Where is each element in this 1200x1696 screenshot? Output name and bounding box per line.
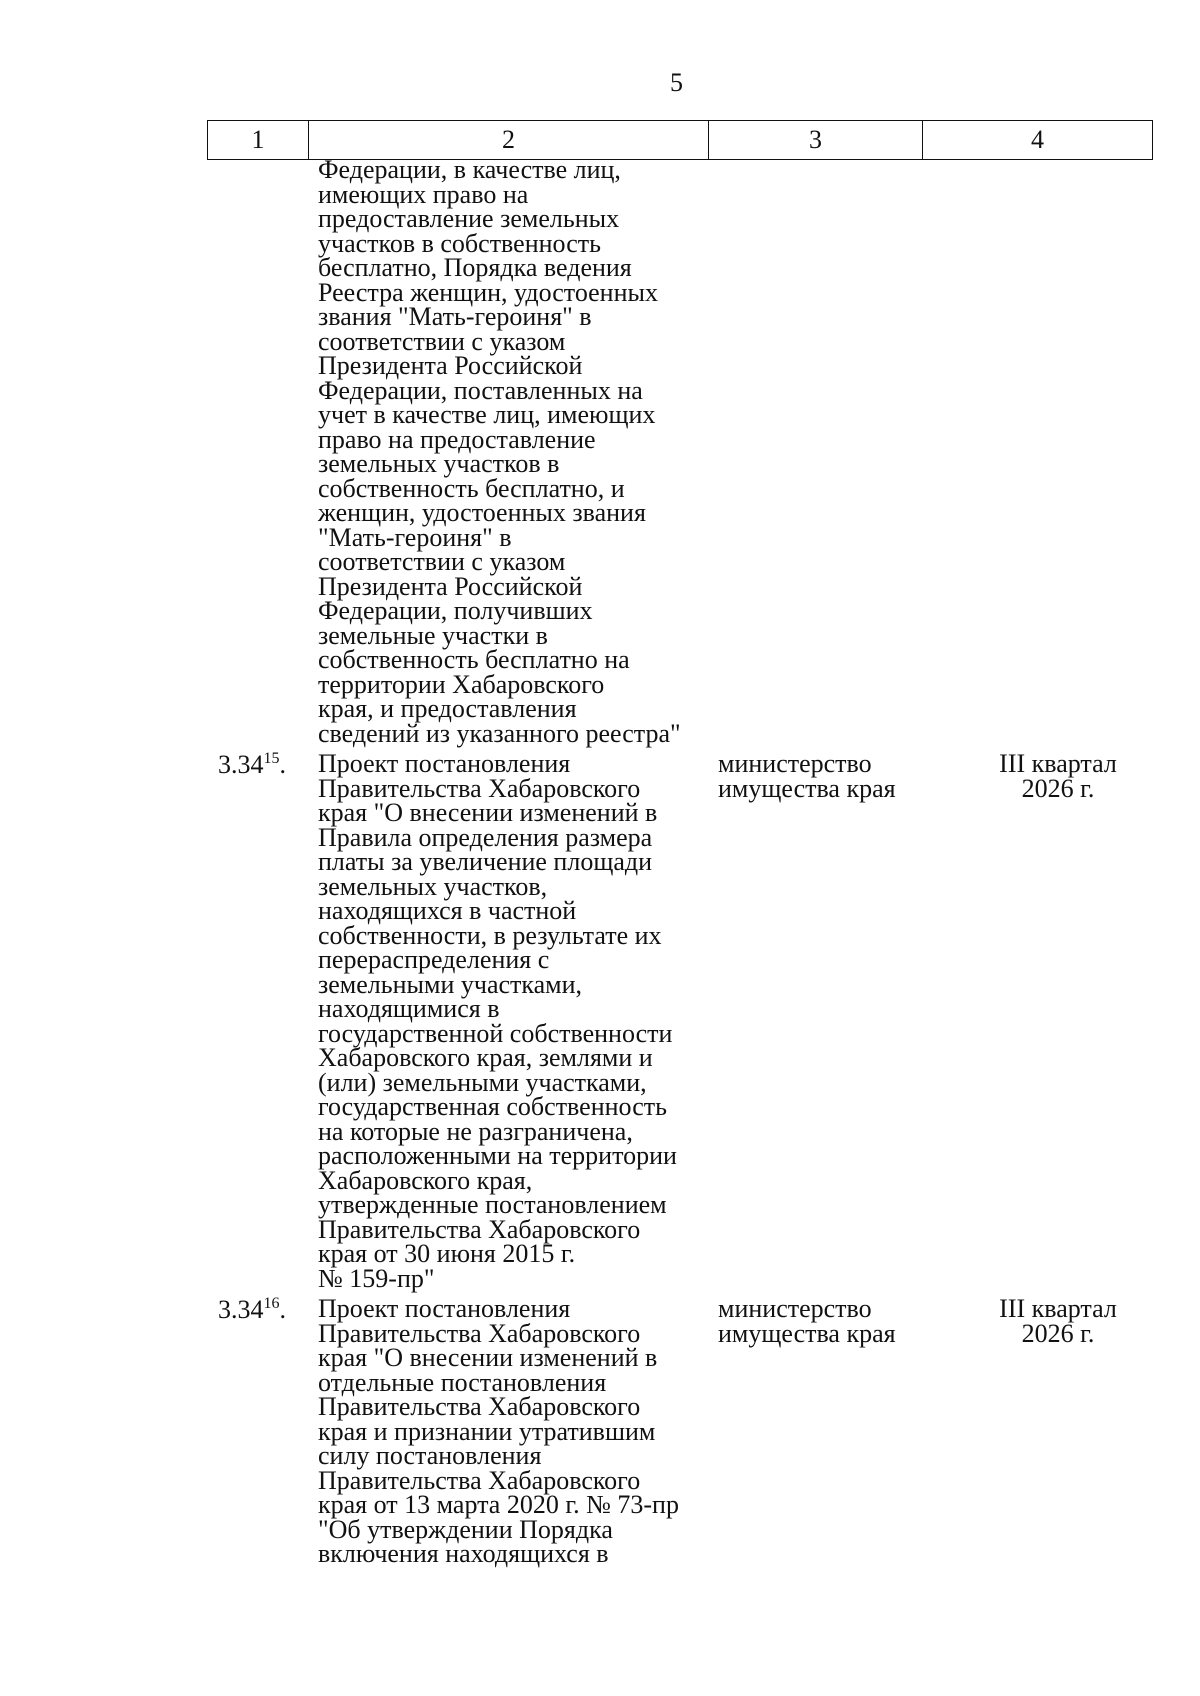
continued-item-text [318, 155, 708, 748]
text-line: собственности, в результате их [318, 920, 662, 950]
item-description [318, 749, 708, 1293]
deadline [958, 1294, 1158, 1348]
column-header-row [208, 121, 1153, 160]
text-line: Федерации, получивших [318, 596, 593, 625]
responsible-executor [718, 749, 948, 803]
text-line: Правительства Хабаровского [318, 773, 641, 803]
text-line: министерство [718, 1294, 872, 1323]
text-line: земельных участков в [318, 449, 560, 478]
text-line: имущества края [718, 773, 896, 803]
text-line: государственная собственность [318, 1092, 667, 1121]
text-line: женщин, удостоенных звания [318, 498, 646, 527]
text-line: Хабаровского края, [318, 1165, 533, 1195]
text-line: учет в качестве лиц, имеющих [318, 400, 656, 429]
text-line: Федерации, поставленных на [318, 375, 643, 405]
responsible-executor [718, 1294, 948, 1348]
text-line: на которые не разграничена, [318, 1116, 633, 1146]
column-header-table [207, 120, 1153, 160]
text-line: III квартал [999, 1294, 1117, 1323]
text-line: собственность бесплатно, и [318, 473, 625, 503]
text-line: Реестра женщин, удостоенных [318, 277, 658, 307]
deadline [958, 749, 1158, 803]
text-line: территории Хабаровского [318, 669, 605, 699]
text-line: края "О внесении изменений в [318, 1343, 658, 1372]
column-header-1: 1 [208, 121, 309, 160]
text-line: III квартал [999, 749, 1117, 778]
item-number-suffix: . [279, 750, 286, 779]
text-line: включения находящихся в [318, 1539, 609, 1568]
text-line: края от 13 марта 2020 г. № 73-пр [318, 1490, 679, 1519]
text-line: Президента Российской [318, 571, 583, 601]
text-line: имеющих право на [318, 179, 529, 209]
text-line: государственной собственности [318, 1018, 673, 1048]
text-line: 2026 г. [1021, 773, 1095, 803]
text-line: (или) земельными участками, [318, 1067, 647, 1097]
text-line: находящимися в [318, 994, 500, 1023]
item-number-superscript: 15 [263, 750, 280, 767]
text-line: Правительства Хабаровского [318, 1392, 641, 1421]
text-line: соответствии с указом [318, 547, 566, 576]
text-line: участков в собственность [318, 228, 601, 258]
text-line: края от 30 июня 2015 г. [318, 1239, 576, 1268]
text-line: расположенными на территории [318, 1141, 677, 1170]
text-line: Правительства Хабаровского [318, 1465, 641, 1495]
text-line: Хабаровского края, землями и [318, 1043, 653, 1072]
text-line: земельных участков, [318, 871, 548, 901]
text-line: предоставление земельных [318, 204, 620, 233]
item-description [318, 1294, 708, 1568]
text-line: Проект постановления [318, 749, 571, 778]
text-line: соответствии с указом [318, 326, 566, 356]
text-line: "Мать-героиня" в [318, 522, 512, 552]
text-line: бесплатно, Порядка ведения [318, 253, 632, 282]
column-header-4: 4 [923, 121, 1153, 160]
text-line: Федерации, в качестве лиц, [318, 155, 621, 184]
column-header-2: 2 [309, 121, 709, 160]
page-number: 5 [670, 68, 683, 97]
text-line: утвержденные постановлением [318, 1190, 667, 1219]
item-number [218, 1297, 286, 1323]
text-line: земельные участки в [318, 620, 548, 650]
text-line: Президента Российской [318, 351, 583, 380]
text-line: силу постановления [318, 1441, 542, 1470]
text-line: края, и предоставления [318, 694, 577, 723]
text-line: Проект постановления [318, 1294, 571, 1323]
item-number-base: 3.34 [218, 1295, 264, 1324]
column-header-3: 3 [709, 121, 923, 160]
text-line: находящихся в частной [318, 896, 577, 925]
text-line: Правила определения размера [318, 822, 653, 852]
item-number-base: 3.34 [218, 750, 264, 779]
text-line: министерство [718, 749, 872, 778]
text-line: края и признании утратившим [318, 1416, 656, 1446]
text-line: перераспределения с [318, 945, 550, 974]
text-line: земельными участками, [318, 969, 583, 999]
text-line: имущества края [718, 1318, 896, 1348]
text-line: 2026 г. [1021, 1318, 1095, 1348]
text-line: № 159-пр" [318, 1263, 435, 1293]
item-number-superscript: 16 [263, 1295, 280, 1312]
text-line: платы за увеличение площади [318, 847, 653, 876]
text-line: "Об утверждении Порядка [318, 1514, 613, 1544]
text-line: звания "Мать-героиня" в [318, 302, 592, 331]
item-number [218, 752, 286, 778]
text-line: Правительства Хабаровского [318, 1214, 641, 1244]
text-line: право на предоставление [318, 424, 596, 454]
text-line: края "О внесении изменений в [318, 798, 658, 827]
item-number-suffix: . [279, 1295, 286, 1324]
text-line: Правительства Хабаровского [318, 1318, 641, 1348]
text-line: собственность бесплатно на [318, 645, 630, 674]
text-line: сведений из указанного реестра" [318, 718, 681, 748]
text-line: отдельные постановления [318, 1367, 607, 1397]
